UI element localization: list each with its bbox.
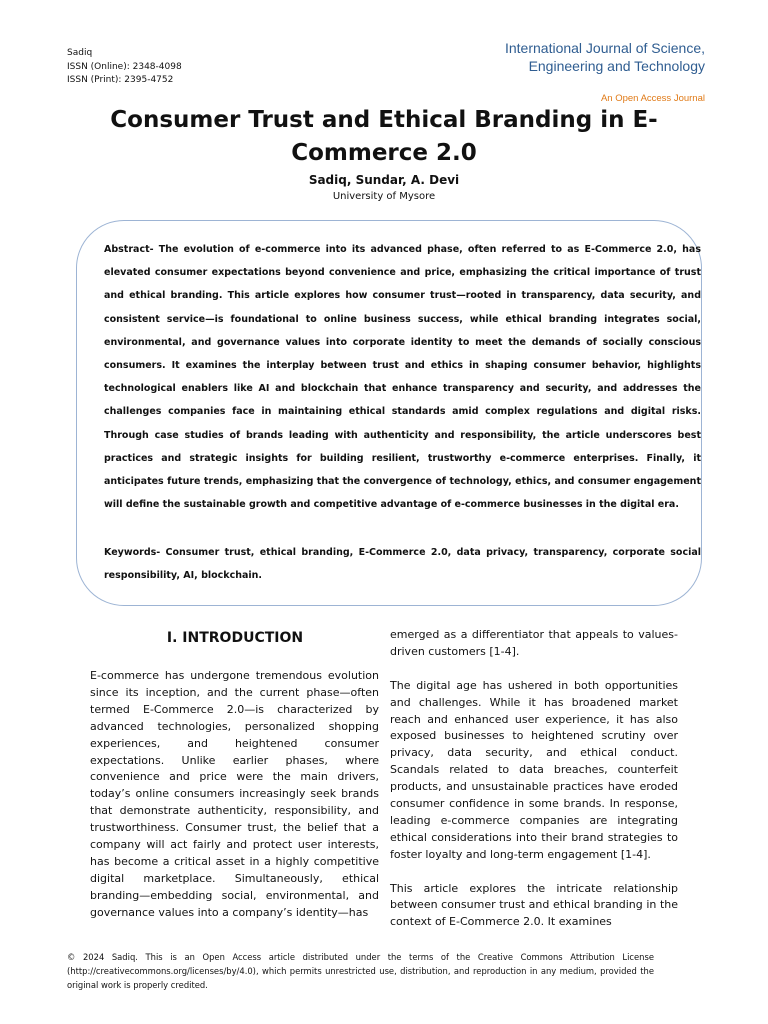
intro-paragraph-2: The digital age has ushered in both opportunities and challenges. While it has broadened market reach and enhanced user experience, it has also exposed businesses to heightened scrutiny over privacy, data security, and ethical conduct. Scandals related to data breaches, counterfeit products, and unsustainable practices have eroded consumer confidence in some brands. In response, leading e-commerce companies are integrating ethical considerations into their brand strategies to foster loyalty and long-term engagement [1-4]. [390, 678, 678, 861]
author-short: Sadiq [67, 48, 93, 58]
open-access-label: An Open Access Journal [600, 93, 705, 104]
column-right [390, 627, 678, 931]
intro-paragraph-1: E-commerce has undergone tremendous evolution since its inception, and the current phase—often termed E-Commerce 2.0—is characterized by advanced technologies, personalized shopping experiences, and heightened consumer expectations. Unlike earlier phases, where convenience and price were the main drivers, today’s online consumers increasingly seek brands that demonstrate authenticity, responsibility, and trustworthiness. Consumer trust, the belief that a company will act fairly and protect user interests, has become a critical asset in a highly competitive digital marketplace. Simultaneously, ethical branding—embedding social, environmental, and governance values into a company’s identity—has [90, 669, 379, 919]
section-heading-introduction: I. INTRODUCTION [166, 630, 304, 646]
article-title: Consumer Trust and Ethical Branding in E-Commerce 2.0 [110, 107, 658, 166]
journal-name [505, 40, 705, 75]
article-authors: Sadiq, Sundar, A. Devi [308, 173, 460, 187]
journal-name-line1: International Journal of Science, [504, 40, 705, 56]
license-footer: © 2024 Sadiq. This is an Open Access article distributed under the terms of the Creative Commons Attribution License (http://creativecommons.org/licenses/by/4.0), which permits unrestricted use, distribution, and reproduction in any medium, provided the original work is properly credited. [67, 952, 654, 991]
column-left [90, 668, 379, 922]
journal-name-line2: Engineering and Technology [528, 57, 705, 74]
keywords-text: Keywords- Consumer trust, ethical branding, E-Commerce 2.0, data privacy, transparency, corporate social responsibility, AI, blockchain. [104, 547, 701, 582]
article-affiliation: University of Mysore [332, 191, 436, 202]
header-meta [67, 47, 182, 88]
abstract-text: Abstract- The evolution of e-commerce into its advanced phase, often referred to as E-Commerce 2.0, has elevated consumer expectations beyond convenience and price, emphasizing the critical importance of trust and ethical branding. This article explores how consumer trust—rooted in transparency, data security, and consistent service—is foundational to online business success, while ethical branding integrates social, environmental, and governance values into corporate identity to meet the demands of socially conscious consumers. It examines the interplay between trust and ethics in shaping consumer behavior, highlights technological enablers like AI and blockchain that enhance transparency and security, and addresses the challenges companies face in maintaining ethical standards amid complex regulations and digital risks. Through case studies of brands leading with authenticity and responsibility, the article underscores best practices and strategic insights for building resilient, trustworthy e-commerce enterprises. Finally, it anticipates future trends, emphasizing that the convergence of technology, ethics, and consumer engagement will define the sustainable growth and competitive advantage of e-commerce businesses in the digital era. [104, 244, 701, 511]
intro-paragraph-3: This article explores the intricate relationship between consumer trust and ethical branding in the context of E-Commerce 2.0. It examines [390, 881, 678, 929]
issn-online: ISSN (Online): 2348-4098 [67, 61, 182, 72]
intro-paragraph-continued: emerged as a differentiator that appeals to values-driven customers [1-4]. [390, 628, 678, 658]
issn-print: ISSN (Print): 2395-4752 [67, 75, 174, 85]
